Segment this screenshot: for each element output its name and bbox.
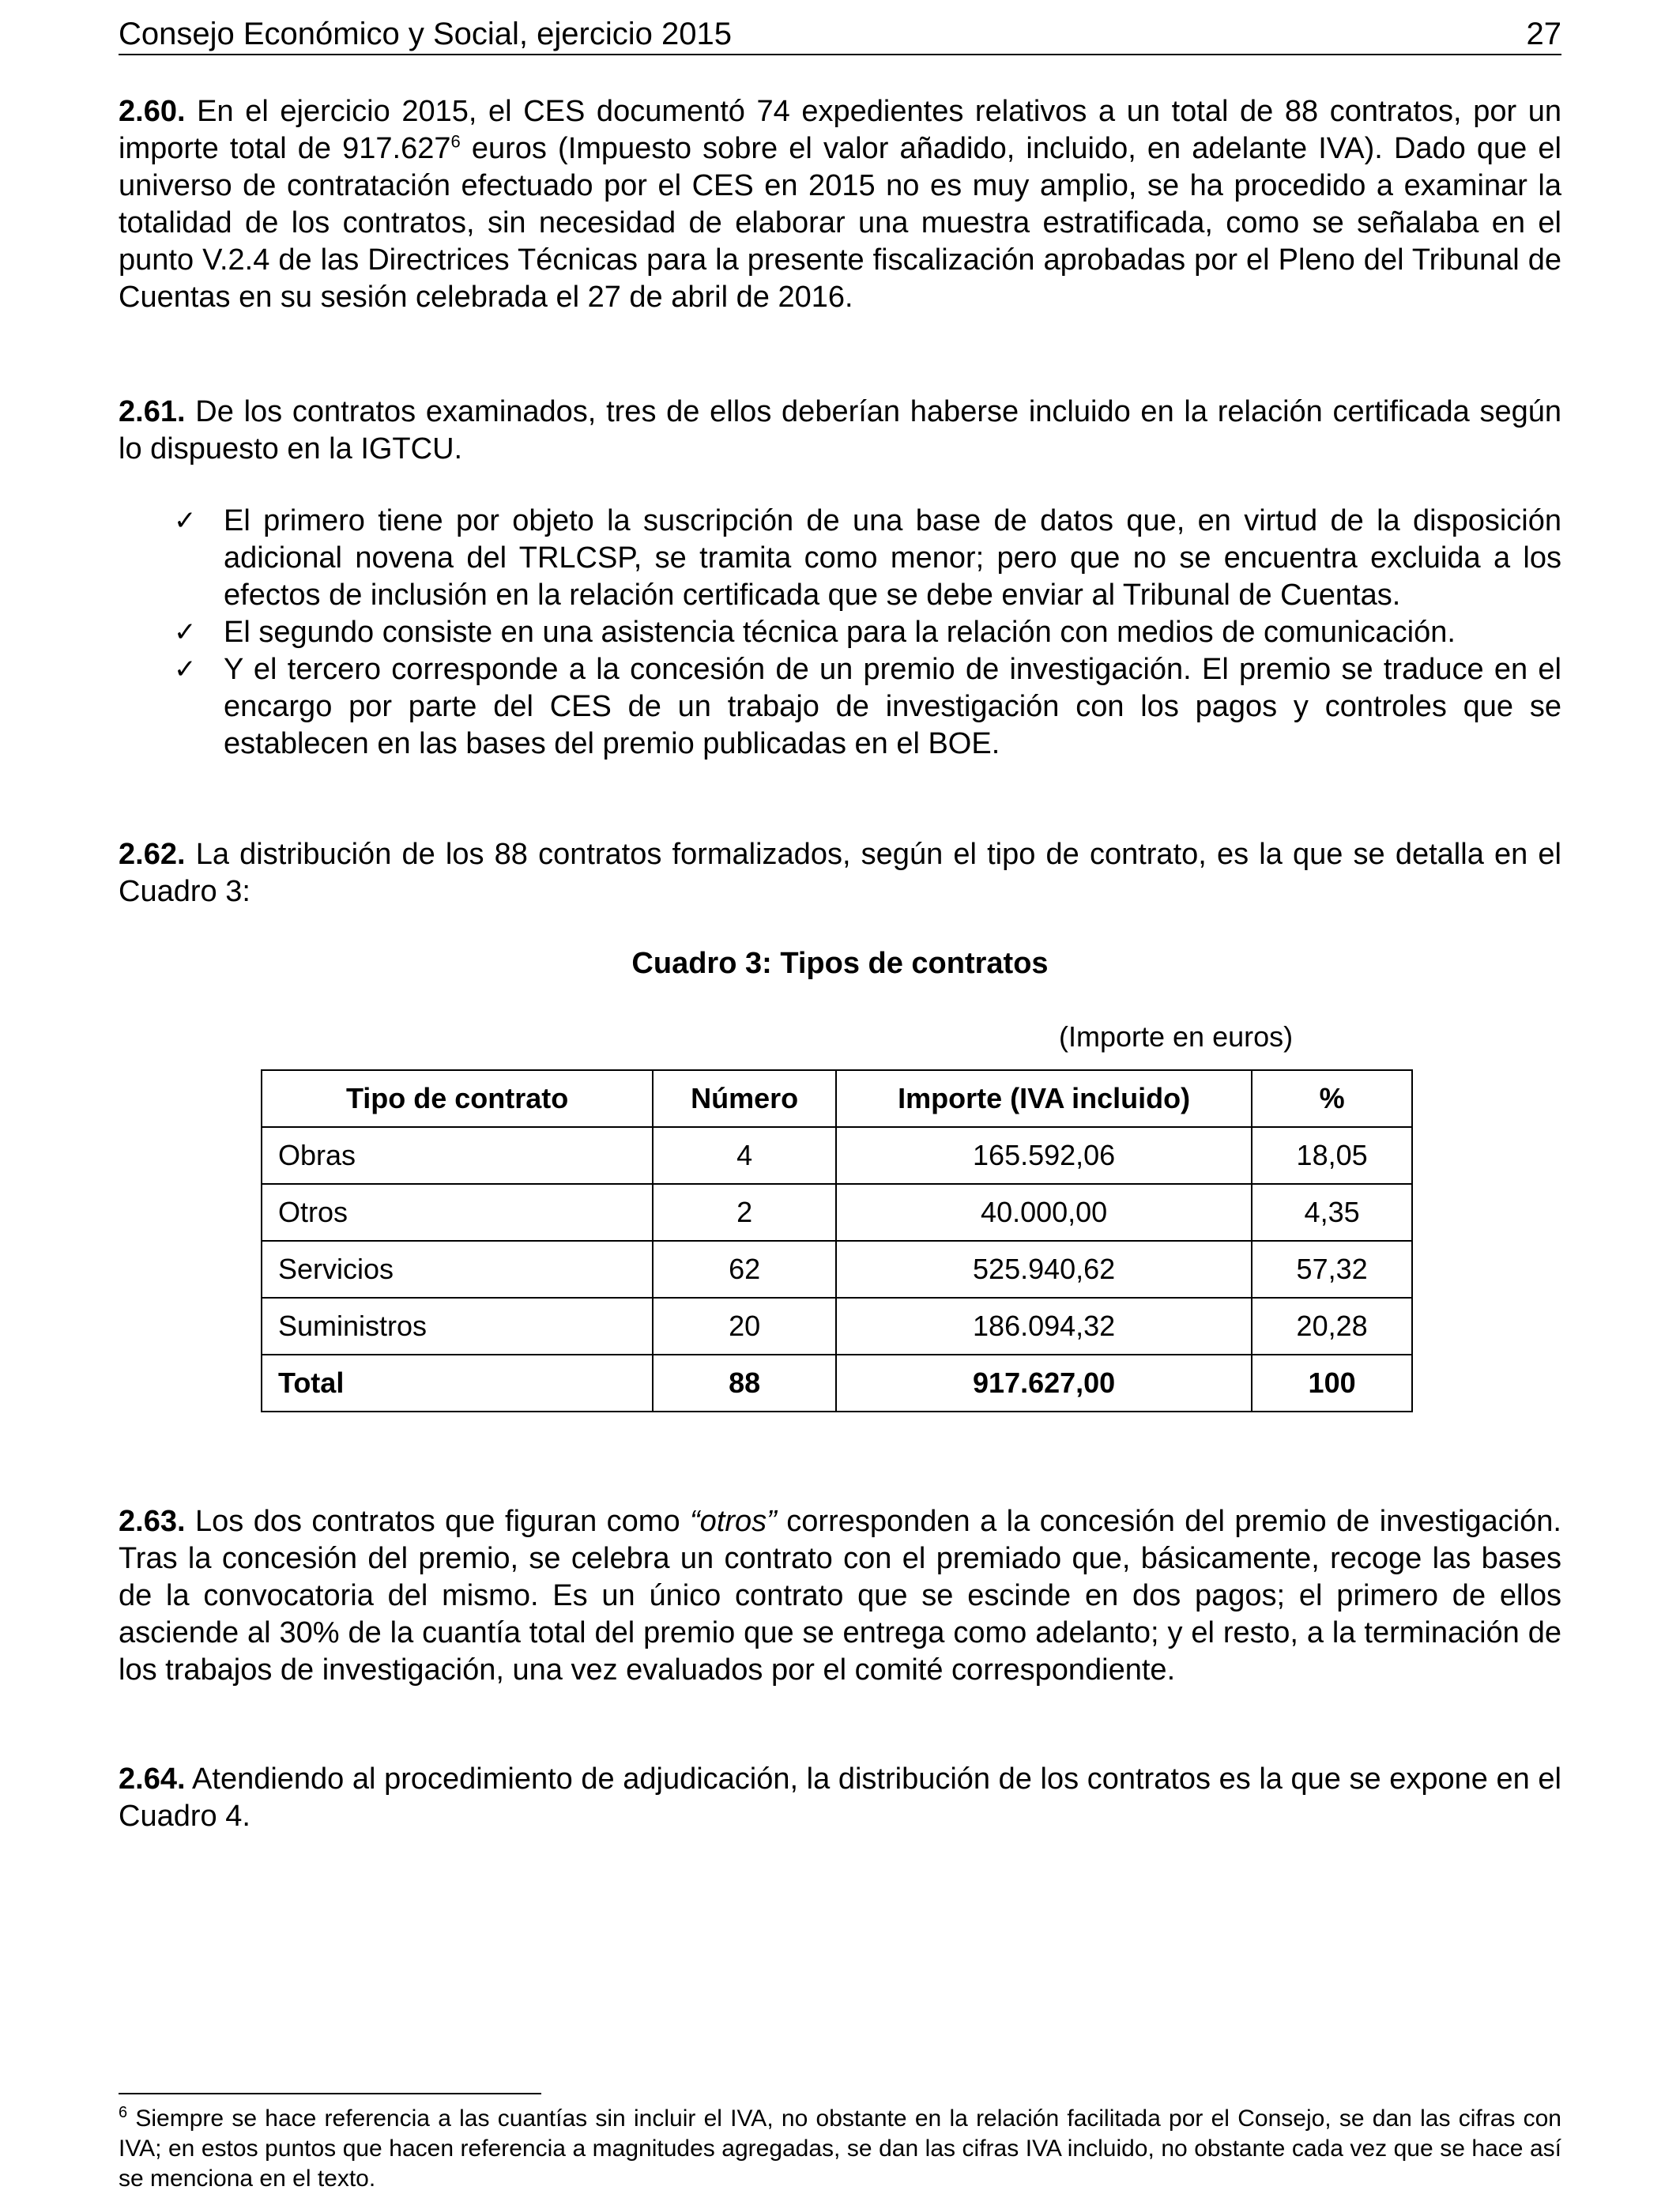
paragraph-2-64 (119, 1761, 1561, 1835)
table-cell: 57,32 (1252, 1241, 1412, 1298)
checkmark-icon: ✓ (174, 505, 197, 537)
table-cell: Suministros (262, 1298, 653, 1355)
table-cell: 20,28 (1252, 1298, 1412, 1355)
table-cell: 165.592,06 (836, 1127, 1252, 1184)
contract-types-table (261, 1069, 1413, 1412)
table-title: Cuadro 3: Tipos de contratos (631, 947, 1049, 980)
table-cell: Servicios (262, 1241, 653, 1298)
table-cell: Obras (262, 1127, 653, 1184)
paragraph-number: 2.63. (119, 1505, 186, 1538)
footnote-text: Siempre se hace referencia a las cuantías sin incluir el IVA, no obstante en la relación facilitada por el Consejo, se dan las cifras con IVA; en estos puntos que hacen referencia a magnitudes agregadas, se dan las cifras IVA incluido, no obstante cada vez que se hace así se menciona en el texto. (119, 2105, 1561, 2192)
paragraph-text: Los dos contratos que figuran como (185, 1505, 691, 1538)
table-cell: 62 (653, 1241, 836, 1298)
check-list (174, 503, 1561, 763)
footnote-divider (119, 2093, 541, 2094)
table-cell: 20 (653, 1298, 836, 1355)
list-item (174, 503, 1561, 614)
table-cell: 525.940,62 (836, 1241, 1252, 1298)
paragraph-number: 2.62. (119, 838, 186, 871)
column-header: % (1252, 1070, 1412, 1127)
table-cell: 100 (1252, 1355, 1412, 1412)
paragraph-text: euros (Impuesto sobre el valor añadido, incluido, en adelante IVA). Dado que el universo de contratación efectuado por el CES en 2015 no es muy amplio, se ha procedido a examinar la totalidad de los contratos, sin necesidad de elaborar una muestra estratificada, como se señalaba en el punto V.2.4 de las Directrices Técnicas para la presente fiscalización aprobadas por el Pleno del Tribunal de Cuentas en su sesión celebrada el 27 de abril de 2016. (119, 132, 1562, 314)
column-header: Número (653, 1070, 836, 1127)
paragraph-emphasis: “otros” (690, 1505, 777, 1538)
paragraph-number: 2.61. (119, 395, 186, 428)
table-row (262, 1298, 1412, 1355)
table-cell: 88 (653, 1355, 836, 1412)
page-number: 27 (1526, 17, 1561, 51)
table-cell: 917.627,00 (836, 1355, 1252, 1412)
table-header-row (262, 1070, 1412, 1127)
table-cell: 2 (653, 1184, 836, 1241)
table-row (262, 1184, 1412, 1241)
paragraph-2-63 (119, 1503, 1561, 1689)
table-cell: 186.094,32 (836, 1298, 1252, 1355)
paragraph-2-61 (119, 394, 1561, 468)
paragraph-number: 2.64. (119, 1762, 186, 1796)
list-item-text: El segundo consiste en una asistencia técnica para la relación con medios de comunicación. (224, 616, 1456, 649)
column-header: Importe (IVA incluido) (836, 1070, 1252, 1127)
table-cell: 4 (653, 1127, 836, 1184)
table-unit: (Importe en euros) (1059, 1020, 1294, 1053)
document-page (119, 0, 1561, 2194)
paragraph-text: En el ejercicio 2015, el CES documentó 74 expedientes relativos a un total de 88 contratos, por un importe total de 917.627 (119, 95, 1561, 165)
paragraph-2-62 (119, 836, 1561, 910)
list-item-text: El primero tiene por objeto la suscripción de una base de datos que, en virtud de la disposición adicional novena del TRLCSP, se tramita como menor; pero que no se encuentra excluida a los efectos de inclusión en la relación certificada que se debe enviar al Tribunal de Cuentas. (224, 504, 1561, 612)
footnote-number: 6 (119, 2104, 128, 2121)
paragraph-text: De los contratos examinados, tres de ellos deberían haberse incluido en la relación certificada según lo dispuesto en la IGTCU. (119, 395, 1561, 466)
checkmark-icon: ✓ (174, 616, 197, 648)
footnote (119, 2104, 1561, 2194)
table-cell: Otros (262, 1184, 653, 1241)
paragraph-text: corresponden a la concesión del premio de investigación. Tras la concesión del premio, se celebra un contrato con el premiado que, básicamente, recoge las bases de la convocatoria del mismo. Es un único contrato que se escinde en dos pagos; el primero de ellos asciende al 30% de la cuantía total del premio que se entrega como adelanto; y el resto, a la terminación de los trabajos de investigación, una vez evaluados por el comité correspondiente. (119, 1505, 1561, 1687)
paragraph-text: La distribución de los 88 contratos formalizados, según el tipo de contrato, es la que se detalla en el Cuadro 3: (119, 838, 1561, 908)
table-cell: Total (262, 1355, 653, 1412)
table-cell: 40.000,00 (836, 1184, 1252, 1241)
checkmark-icon: ✓ (174, 654, 197, 685)
column-header: Tipo de contrato (262, 1070, 653, 1127)
header-title: Consejo Económico y Social, ejercicio 2015 (119, 17, 732, 51)
table-row (262, 1241, 1412, 1298)
table-total-row (262, 1355, 1412, 1412)
table-cell: 4,35 (1252, 1184, 1412, 1241)
table-row (262, 1127, 1412, 1184)
paragraph-number: 2.60. (119, 95, 186, 128)
page-header (119, 14, 1561, 55)
list-item (174, 651, 1561, 763)
paragraph-2-60 (119, 93, 1561, 316)
table-cell: 18,05 (1252, 1127, 1412, 1184)
list-item (174, 614, 1561, 651)
list-item-text: Y el tercero corresponde a la concesión de un premio de investigación. El premio se traduce en el encargo por parte del CES de un trabajo de investigación con los pagos y controles que se establecen en las bases del premio publicadas en el BOE. (224, 653, 1561, 760)
paragraph-text: Atendiendo al procedimiento de adjudicación, la distribución de los contratos es la que se expone en el Cuadro 4. (119, 1762, 1561, 1833)
footnote-reference[interactable]: 6 (450, 131, 461, 152)
